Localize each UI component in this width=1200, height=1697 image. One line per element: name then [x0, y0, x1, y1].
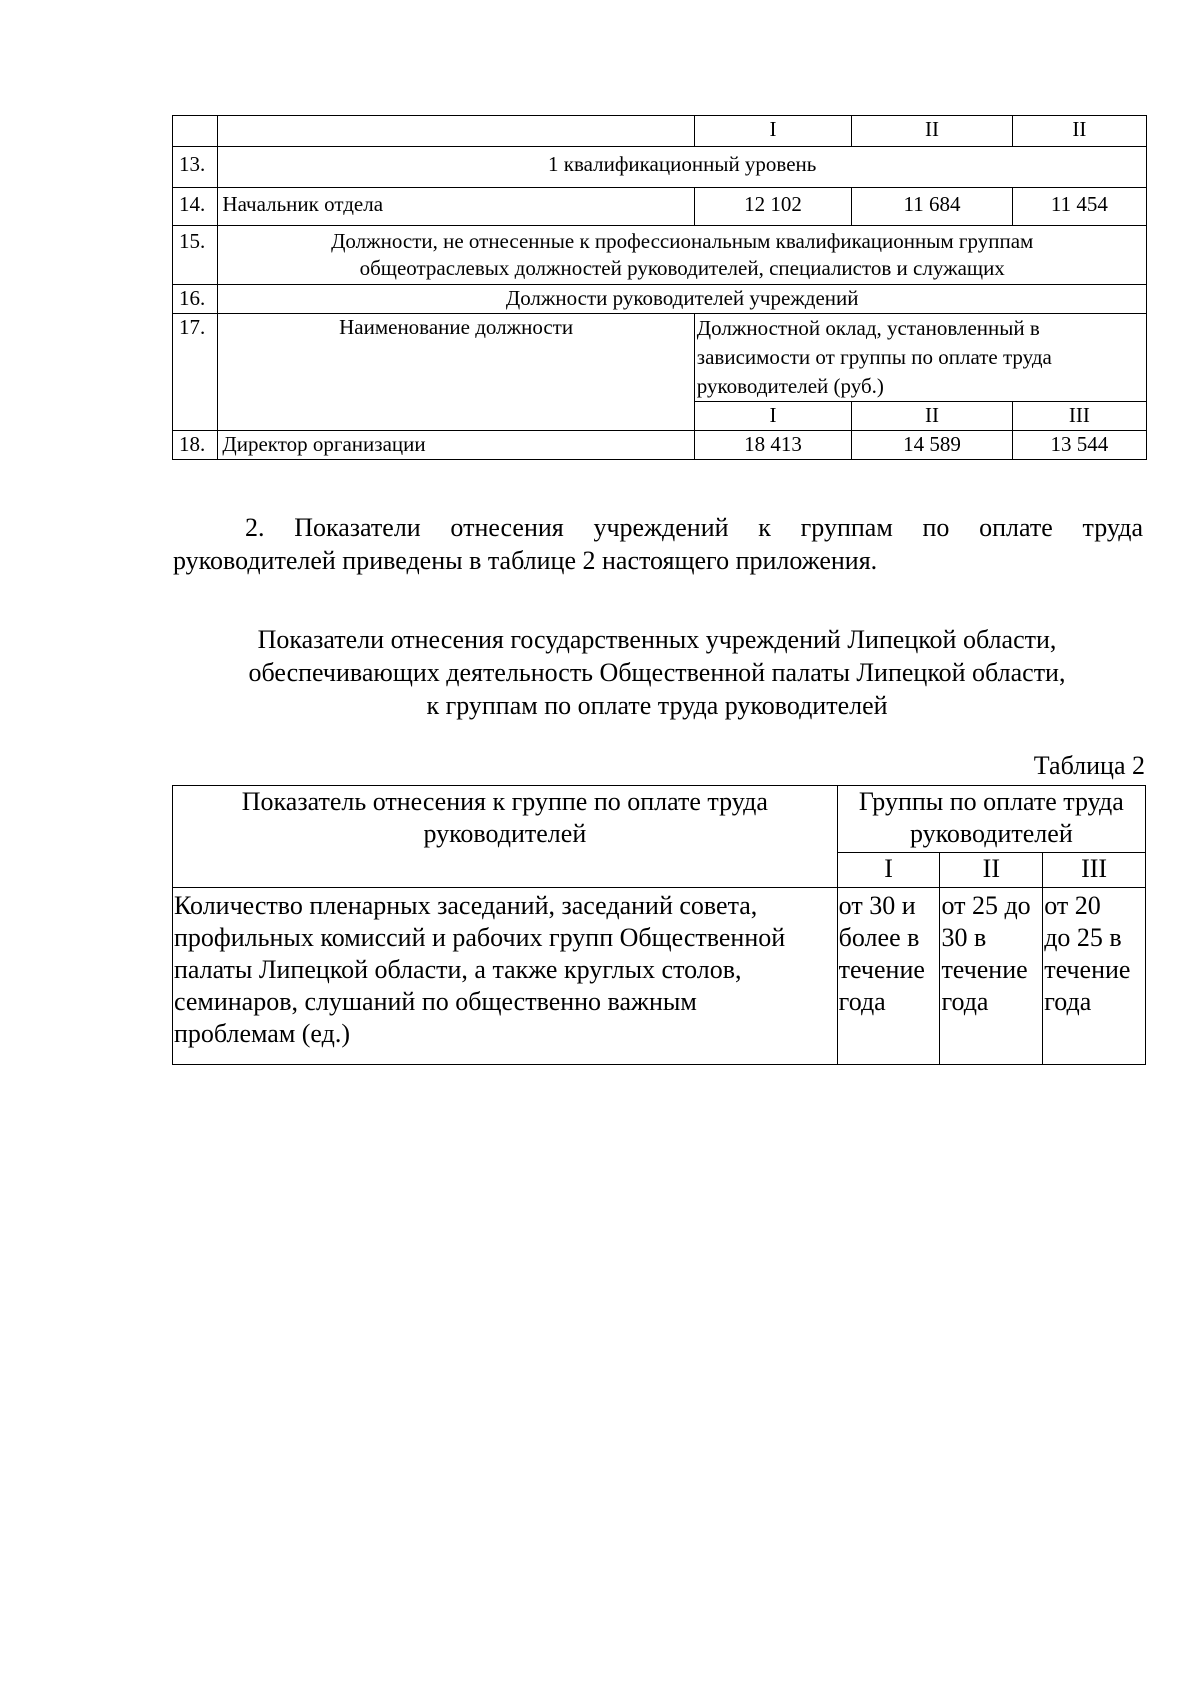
position-name: Начальник отдела: [218, 188, 694, 226]
indicator-line: палаты Липецкой области, а также круглых столов,: [174, 955, 742, 984]
table-row: [173, 888, 1146, 1065]
heading-line: обеспечивающих деятельность Общественной палаты Липецкой области,: [248, 658, 1066, 687]
criteria-line: от 20: [1044, 891, 1101, 920]
section-title-line: Должности, не отнесенные к профессиональным квалификационным группам: [331, 229, 1034, 253]
group-header: I: [837, 853, 940, 888]
position-name: Директор организации: [218, 431, 694, 460]
column-header-line: руководителей (руб.): [696, 374, 884, 398]
criteria-line: 30 в: [941, 923, 987, 952]
table-row: [173, 314, 1147, 402]
table1-header-cell: I: [694, 116, 851, 147]
group-2-criteria: [940, 888, 1043, 1065]
section-heading: [172, 623, 1142, 722]
salary-value: 14 589: [852, 431, 1012, 460]
table-row: [173, 147, 1147, 188]
row-number: 13.: [173, 147, 218, 188]
group-header: II: [852, 402, 1012, 431]
group-3-criteria: [1043, 888, 1146, 1065]
header-line: Показатель отнесения к группе по оплате труда: [241, 787, 768, 816]
group-1-criteria: [837, 888, 940, 1065]
table2-header-row: [173, 786, 1146, 853]
group-header: III: [1012, 402, 1146, 431]
criteria-line: течение: [1044, 955, 1131, 984]
table1-header-cell: II: [1012, 116, 1146, 147]
criteria-line: от 25 до: [941, 891, 1031, 920]
row-number: 18.: [173, 431, 218, 460]
criteria-line: года: [1044, 987, 1092, 1016]
criteria-line: течение: [838, 955, 925, 984]
group-header: III: [1043, 853, 1146, 888]
salary-value: 11 454: [1012, 188, 1146, 226]
table1-header-row: [173, 116, 1147, 147]
criteria-line: года: [838, 987, 886, 1016]
column-header: [694, 314, 1146, 402]
salary-value: 18 413: [694, 431, 851, 460]
section-title-line: общеотраслевых должностей руководителей, специалистов и служащих: [359, 256, 1005, 280]
criteria-line: года: [941, 987, 989, 1016]
groups-header: [837, 786, 1145, 853]
row-number: 16.: [173, 285, 218, 314]
table-row: [173, 188, 1147, 226]
salary-value: 11 684: [852, 188, 1012, 226]
criteria-line: до 25 в: [1044, 923, 1122, 952]
section-title: 1 квалификационный уровень: [218, 147, 1147, 188]
section-title: [218, 226, 1147, 285]
header-line: руководителей: [909, 819, 1073, 848]
table1-header-cell: II: [852, 116, 1012, 147]
row-number: 17.: [173, 314, 218, 431]
paragraph-line: 2. Показатели отнесения учреждений к группам по оплате труда: [245, 513, 1143, 542]
group-header: I: [694, 402, 851, 431]
group-header: II: [940, 853, 1043, 888]
indicator-line: Количество пленарных заседаний, заседаний совета,: [174, 891, 758, 920]
row-number: 14.: [173, 188, 218, 226]
table-caption: Таблица 2: [1033, 751, 1145, 780]
heading-line: к группам по оплате труда руководителей: [426, 691, 888, 720]
header-line: руководителей: [423, 819, 587, 848]
column-header: Наименование должности: [218, 314, 694, 431]
table1-header-cell: [218, 116, 694, 147]
table1-header-cell: [173, 116, 218, 147]
indicator-header: [173, 786, 838, 888]
criteria-line: течение: [941, 955, 1028, 984]
table-row: [173, 431, 1147, 460]
column-header-line: Должностной оклад, установленный в: [696, 316, 1040, 340]
heading-line: Показатели отнесения государственных учреждений Липецкой области,: [257, 625, 1057, 654]
indicator-line: семинаров, слушаний по общественно важным: [174, 987, 697, 1016]
positions-salary-table: [172, 115, 1147, 460]
indicator-description: [173, 888, 838, 1065]
indicator-line: профильных комиссий и рабочих групп Общественной: [174, 923, 786, 952]
body-paragraph: [173, 511, 1143, 577]
paragraph-line: руководителей приведены в таблице 2 настоящего приложения.: [173, 546, 878, 575]
indicators-table: [172, 785, 1146, 1065]
section-title: Должности руководителей учреждений: [218, 285, 1147, 314]
criteria-line: более в: [838, 923, 920, 952]
table-row: [173, 226, 1147, 285]
row-number: 15.: [173, 226, 218, 285]
salary-value: 13 544: [1012, 431, 1146, 460]
criteria-line: от 30 и: [838, 891, 916, 920]
column-header-line: зависимости от группы по оплате труда: [696, 345, 1052, 369]
indicator-line: проблемам (ед.): [174, 1019, 351, 1048]
salary-value: 12 102: [694, 188, 851, 226]
header-line: Группы по оплате труда: [858, 787, 1124, 816]
table-row: [173, 285, 1147, 314]
